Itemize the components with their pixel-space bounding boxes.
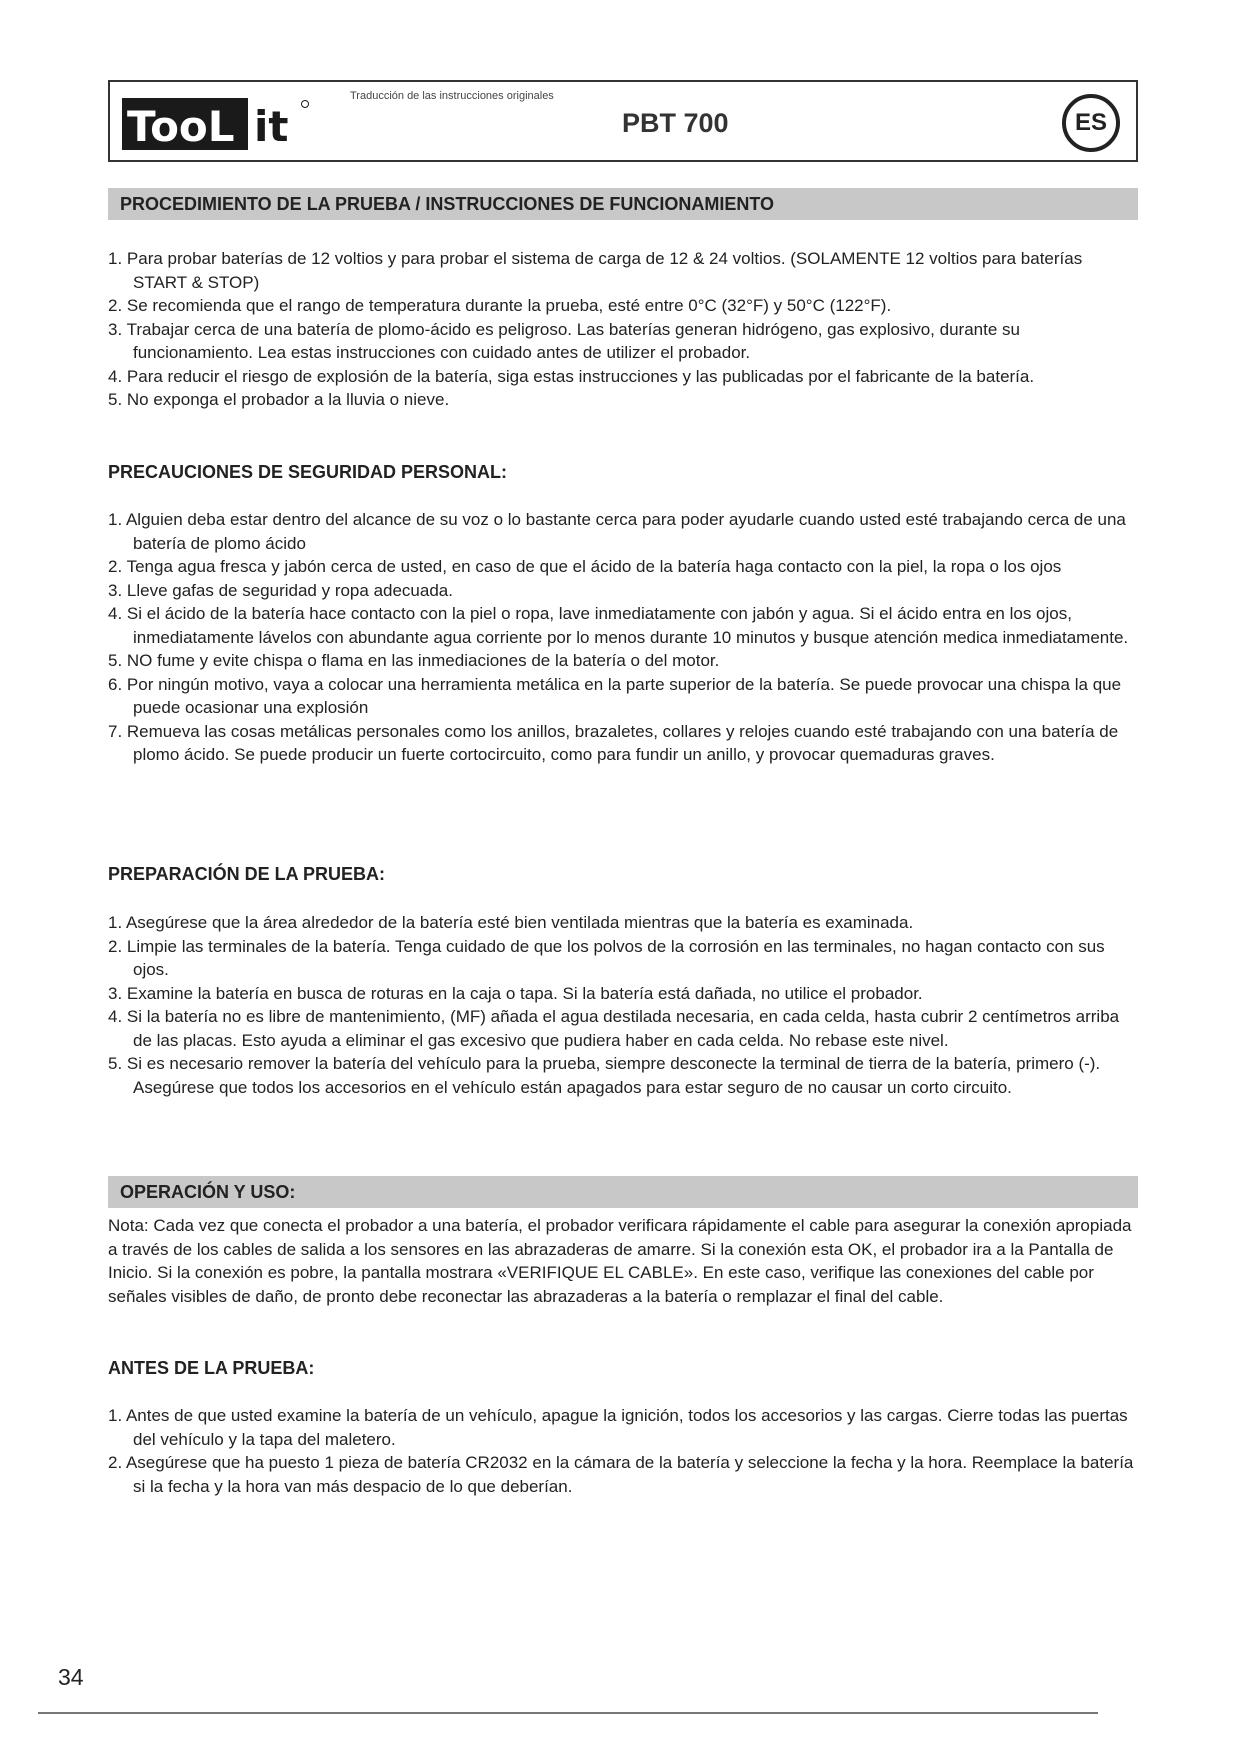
list-item: 5. Si es necesario remover la batería del vehículo para la prueba, siempre desconecte la terminal de tierra de la batería, primero (-). Asegúrese que todos los accesorios en el vehículo están apagados para estar seguro de no causar un corto circuito.	[108, 1054, 1101, 1097]
heading-before: ANTES DE LA PRUEBA:	[108, 1358, 315, 1378]
list-item: 2. Tenga agua fresca y jabón cerca de usted, en caso de que el ácido de la batería haga contacto con la piel, la ropa o los ojos	[108, 557, 1062, 576]
list-item: 2. Asegúrese que ha puesto 1 pieza de batería CR2032 en la cámara de la batería y seleccione la fecha y la hora. Reemplace la batería si la fecha y la hora van más despacio de lo que deberían.	[108, 1453, 1134, 1496]
list-item: 3. Lleve gafas de seguridad y ropa adecuada.	[108, 580, 453, 600]
before-list	[108, 1404, 1138, 1498]
list-item: 4. Para reducir el riesgo de explosión de la batería, siga estas instrucciones y las publicadas por el fabricante de la batería.	[108, 366, 1035, 386]
svg-text:TooL: TooL	[127, 102, 235, 151]
page-header	[108, 80, 1138, 162]
list-item: 3. Examine la batería en busca de roturas en la caja o tapa. Si la batería está dañada, no utilice el probador.	[108, 983, 923, 1003]
language-badge: ES	[1062, 94, 1120, 152]
heading-safety: PRECAUCIONES DE SEGURIDAD PERSONAL:	[108, 462, 508, 482]
list-item: 5. NO fume y evite chispa o flama en las inmediaciones de la batería o del motor.	[108, 651, 720, 670]
list-item: 4. Si la batería no es libre de mantenimiento, (MF) añada el agua destilada necesaria, en cada celda, hasta cubrir 2 centímetros arriba de las placas. Esto ayuda a eliminar el gas excesivo que pudiera haber en cada celda. No rebase este nivel.	[108, 1007, 1120, 1050]
list-item: 3. Trabajar cerca de una batería de plomo-ácido es peligroso. Las baterías generan hidrógeno, gas explosivo, durante su funcionamiento. Lea estas instrucciones con cuidado antes de utilizer el probador.	[108, 319, 1020, 362]
section-bar-procedure: PROCEDIMIENTO DE LA PRUEBA / INSTRUCCIONES DE FUNCIONAMIENTO	[108, 188, 1138, 220]
header-subtitle: Traducción de las instrucciones originales	[350, 90, 554, 102]
list-item: 5. No exponga el probador a la lluvia o nieve.	[108, 390, 450, 409]
footer-rule	[38, 1712, 1098, 1714]
list-item: 7. Remueva las cosas metálicas personales como los anillos, brazaletes, collares y relojes cuando esté trabajando con una batería de plomo ácido. Se puede producir un fuerte cortocircuito, como para fundir un anillo, y provocar quemaduras graves.	[108, 721, 1119, 764]
model-name: PBT 700	[622, 108, 729, 138]
page-number: 34	[58, 1664, 84, 1690]
preparation-list	[108, 911, 1138, 1099]
list-item: 1. Asegúrese que la área alrededor de la batería esté bien ventilada mientras que la batería es examinada.	[108, 913, 914, 932]
list-item: 2. Limpie las terminales de la batería. Tenga cuidado de que los polvos de la corrosión en las terminales, no hagan contacto con sus ojos.	[108, 936, 1105, 979]
toolit-logo	[122, 94, 322, 154]
list-item: 2. Se recomienda que el rango de temperatura durante la prueba, esté entre 0°C (32°F) y 50°C (122°F).	[108, 296, 892, 315]
list-item: 6. Por ningún motivo, vaya a colocar una herramienta metálica en la parte superior de la batería. Se puede provocar una chispa la que puede ocasionar una explosión	[108, 674, 1122, 717]
heading-preparation: PREPARACIÓN DE LA PRUEBA:	[108, 864, 386, 884]
list-item: 4. Si el ácido de la batería hace contacto con la piel o ropa, lave inmediatamente con jabón y agua. Si el ácido entra en los ojos, inmediatamente lávelos con abundante agua corriente por lo menos durante 10 minutos y busque atención medica inmediatamente.	[108, 604, 1129, 647]
svg-text:it: it	[254, 102, 289, 151]
procedure-list	[108, 247, 1138, 412]
list-item: 1. Para probar baterías de 12 voltios y para probar el sistema de carga de 12 & 24 voltios. (SOLAMENTE 12 voltios para baterías START & STOP)	[108, 249, 1083, 292]
section-bar-operation: OPERACIÓN Y USO:	[108, 1176, 1138, 1208]
list-item: 1. Alguien deba estar dentro del alcance de su voz o lo bastante cerca para poder ayudarle cuando usted esté trabajando cerca de una batería de plomo ácido	[108, 510, 1126, 553]
safety-list	[108, 508, 1138, 767]
list-item: 1. Antes de que usted examine la batería de un vehículo, apague la ignición, todos los accesorios y las cargas. Cierre todas las puertas del vehículo y la tapa del maletero.	[108, 1406, 1128, 1449]
operation-note: Nota: Cada vez que conecta el probador a una batería, el probador verificara rápidamente el cable para asegurar la conexión apropiada a través de los cables de salida a los sensores en las abrazaderas de amarre. Si la conexión esta OK, el probador ira a la Pantalla de Inicio. Si la conexión es pobre, la pantalla mostrara «VERIFIQUE EL CABLE». En este caso, verifique las conexiones del cable por señales visibles de daño, de pronto debe reconectar las abrazaderas a la batería o remplazar el final del cable.	[108, 1216, 1132, 1306]
